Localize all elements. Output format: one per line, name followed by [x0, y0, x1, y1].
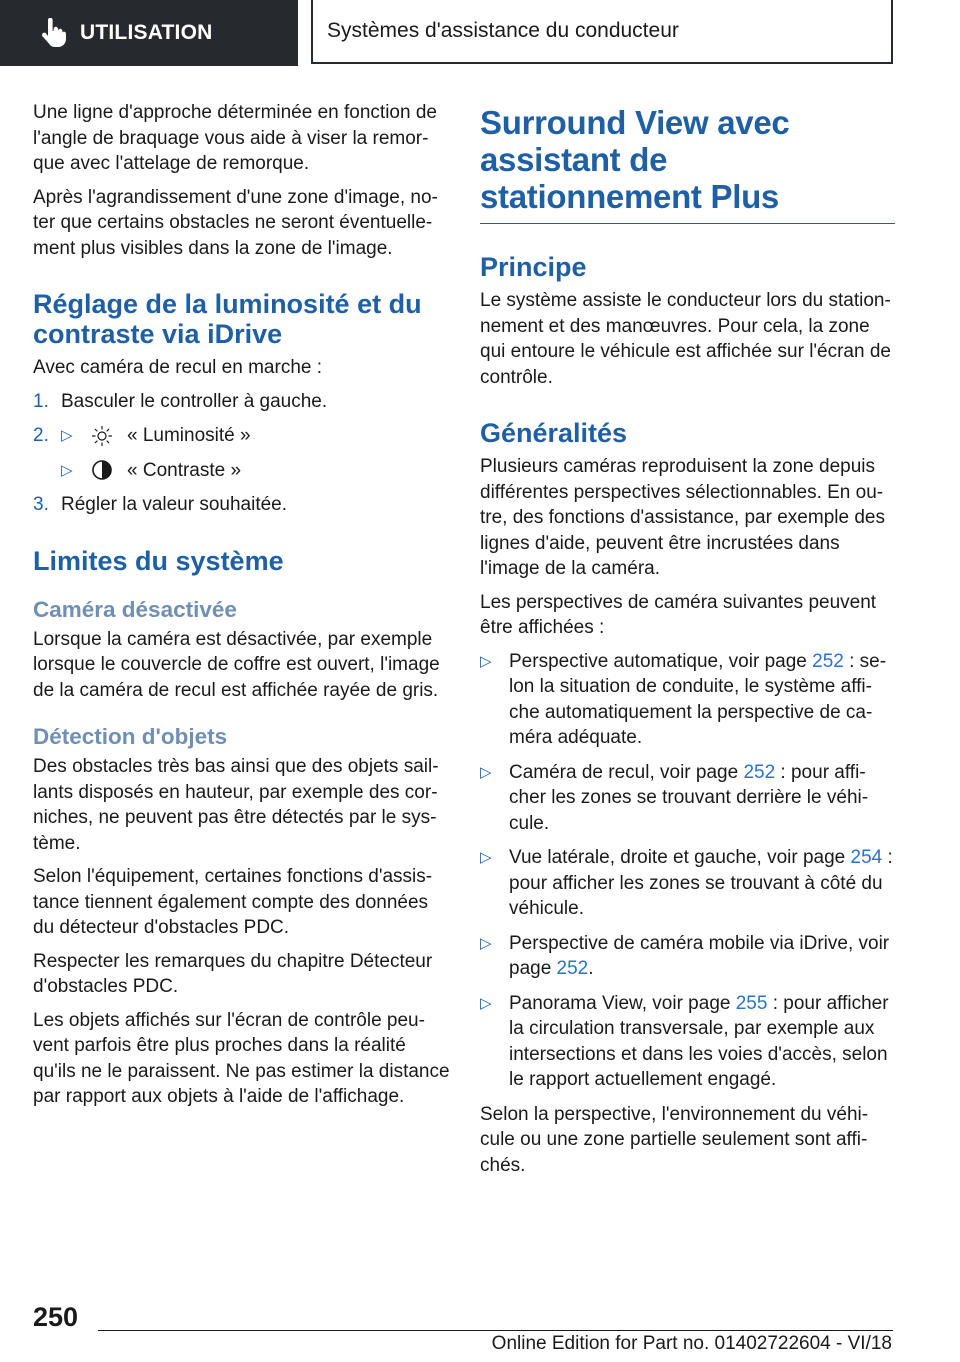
general-paragraph-2: Les perspectives de caméra suivantes peuvent être affichées :: [480, 591, 877, 638]
step-1: [33, 389, 451, 415]
detection-paragraph-2: Selon l'équipement, certaines fonctions d'assistance tiennent également compte des données du détecteur d'obstacles PDC.: [33, 866, 433, 938]
section-title: Surround View avec assistant de stationnement Plus: [480, 104, 895, 224]
page-link[interactable]: 252: [743, 761, 776, 783]
chapter-label: Systèmes d'assistance du conducteur: [327, 19, 679, 42]
brightness-heading: Réglage de la luminosité et du contraste via iDrive: [33, 289, 422, 349]
triangle-bullet-icon: ▷: [480, 994, 492, 1012]
triangle-bullet-icon: ▷: [61, 427, 73, 444]
step-2-contrast-text: « Contraste »: [127, 459, 242, 481]
page-number: 250: [33, 1302, 79, 1332]
triangle-bullet-icon: ▷: [480, 849, 492, 866]
section-label: UTILISATION: [80, 21, 213, 44]
list-item: ▷ Vue latérale, droite et gauche, voir page 254 : pour afficher les zones se trouvant à côté du véhicule.: [480, 847, 893, 919]
step-3: [33, 492, 451, 518]
step-3-number: 3.: [33, 494, 49, 515]
step-1-number: 1.: [33, 390, 49, 412]
page-link[interactable]: 252: [556, 958, 589, 979]
intro-paragraph-1: Une ligne d'approche déterminée en fonction de l'angle de braquage vous aide à viser la remorque avec l'attelage de remorque.: [33, 102, 437, 174]
list-item: ▷ Panorama View, voir page 255 : pour afficher la circulation transversale, par exemple aux intersections et dans les voies d'accès, selon le rapport actuellement engagé.: [480, 992, 889, 1090]
page-link[interactable]: 255: [735, 992, 768, 1014]
principle-heading: Principe: [480, 252, 587, 282]
general-heading: Généralités: [480, 418, 628, 448]
brightness-intro: Avec caméra de recul en marche :: [33, 357, 323, 378]
left-column: [33, 100, 451, 1118]
detection-paragraph-3: Respecter les remarques du chapitre Détecteur d'obstacles PDC.: [33, 950, 433, 997]
page-header: [0, 0, 960, 66]
camera-off-heading: Caméra désactivée: [33, 596, 237, 622]
list-item: ▷ Perspective automatique, voir page 252 : selon la situation de conduite, le système affiche automatiquement la perspective de caméra adéquate.: [480, 650, 887, 748]
detection-paragraph-1: Des obstacles très bas ainsi que des objets saillants disposés en hauteur, par exemple des corniches, ne peuvent pas être détectés par le système.: [33, 756, 439, 854]
detection-paragraph-4: Les objets affichés sur l'écran de contrôle peuvent parfois être plus proches dans la réalité qu'ils ne le paraissent. Ne pas estimer la distance par rapport aux objets à l'aide de l'affichage.: [33, 1009, 450, 1107]
section-tab[interactable]: [0, 0, 298, 66]
footer-divider: [98, 1330, 893, 1331]
contrast-icon: [91, 459, 113, 481]
triangle-bullet-icon: ▷: [480, 763, 492, 781]
page-link[interactable]: 254: [850, 847, 883, 868]
general-paragraph-1: Plusieurs caméras reproduisent la zone depuis différentes perspectives sélectionnables. En outre, des fonctions d'assistance, par exemple des lignes d'aide, peuvent être incrustées dans l'image de la caméra.: [480, 456, 885, 579]
triangle-bullet-icon: ▷: [480, 652, 492, 670]
list-item: ▷ Perspective de caméra mobile via iDrive, voir page 252.: [480, 932, 890, 979]
step-2-brightness-text: « Luminosité »: [127, 425, 251, 446]
chapter-tab[interactable]: [311, 0, 893, 64]
list-item: ▷ Caméra de recul, voir page 252 : pour afficher les zones se trouvant derrière le véhicule.: [480, 761, 869, 834]
step-2-number: 2.: [33, 425, 49, 446]
edition-text: Online Edition for Part no. 01402722604 - VI/18: [491, 1333, 892, 1354]
intro-paragraph-2: Après l'agrandissement d'une zone d'image, noter que certains obstacles ne seront éventuellement plus visibles dans la zone de l'image.: [33, 186, 438, 259]
triangle-bullet-icon: ▷: [61, 461, 73, 479]
camera-off-text: Lorsque la caméra est désactivée, par exemple lorsque le couvercle de coffre est ouvert, l'image de la caméra de recul est affichée rayée de gris.: [33, 628, 440, 701]
step-2: [33, 423, 451, 449]
step-2-sub: [33, 458, 451, 484]
brightness-icon: [91, 425, 113, 447]
principle-text: Le système assiste le conducteur lors du stationnement et des manœuvres. Pour cela, la zone qui entoure le véhicule est affichée sur l'écran de contrôle.: [480, 290, 891, 388]
detection-heading: Détection d'objets: [33, 724, 228, 749]
closing-paragraph: Selon la perspective, l'environnement du véhicule ou une zone partielle seulement sont affichés.: [480, 1103, 869, 1176]
triangle-bullet-icon: ▷: [480, 934, 492, 952]
hand-pointer-icon: [40, 18, 66, 48]
step-3-text: Régler la valeur souhaitée.: [61, 494, 288, 515]
step-1-text: Basculer le controller à gauche.: [61, 390, 328, 412]
perspective-list: [480, 649, 895, 1093]
limits-heading: Limites du système: [33, 545, 284, 576]
page-link[interactable]: 252: [812, 650, 844, 672]
right-column: [480, 100, 895, 1186]
